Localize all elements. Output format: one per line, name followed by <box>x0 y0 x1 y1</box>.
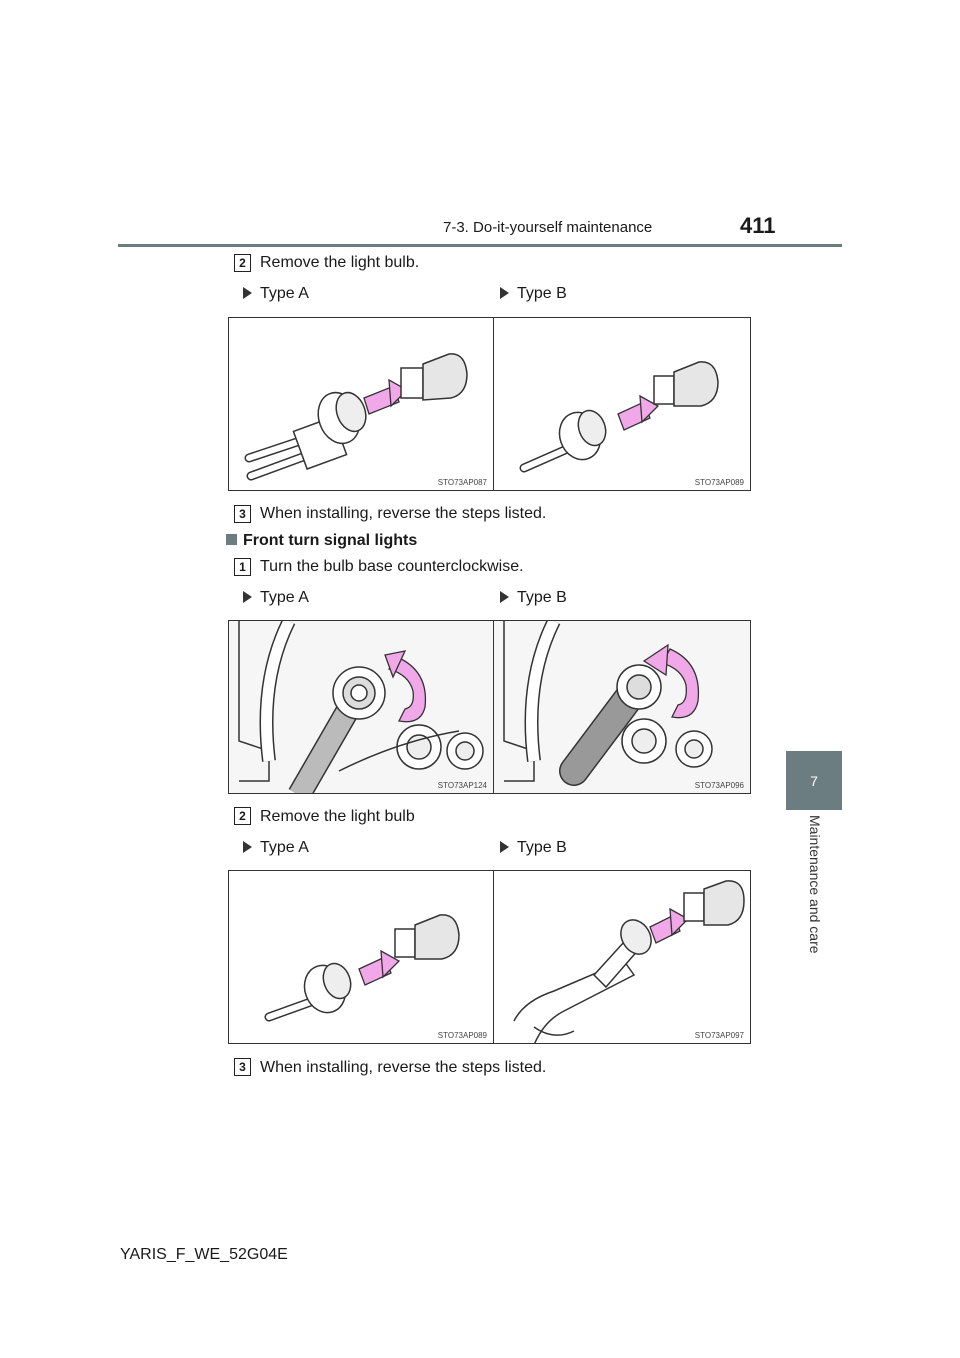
page-number: 411 <box>740 213 776 238</box>
step-badge: 2 <box>234 807 251 825</box>
figure-code: STO73AP097 <box>694 1031 744 1040</box>
step-badge: 1 <box>234 558 251 576</box>
type-b-label: Type B <box>500 839 567 857</box>
triangle-bullet-icon <box>500 591 509 603</box>
triangle-bullet-icon <box>243 287 252 299</box>
triangle-bullet-icon <box>243 591 252 603</box>
step-text: When installing, reverse the steps listed. <box>260 505 547 522</box>
chapter-title: Maintenance and care <box>807 815 823 954</box>
bulb-socket-illustration <box>494 871 751 1044</box>
triangle-bullet-icon <box>243 841 252 853</box>
step-badge: 3 <box>234 1058 251 1076</box>
section-heading: Front turn signal lights <box>226 532 417 550</box>
bulb-socket-illustration <box>494 318 751 491</box>
triangle-bullet-icon <box>500 841 509 853</box>
footer-document-code: YARIS_F_WE_52G04E <box>120 1246 288 1263</box>
figure-code: STO73AP087 <box>437 478 487 487</box>
type-b-label: Type B <box>500 589 567 607</box>
chapter-number: 7 <box>810 772 818 789</box>
figure-turn-bulb-type-b <box>493 620 751 794</box>
figure-code: STO73AP089 <box>694 478 744 487</box>
type-a-label: Type A <box>243 285 309 303</box>
figure-code: STO73AP089 <box>437 1031 487 1040</box>
bulb-socket-illustration <box>229 318 494 491</box>
header-rule <box>118 244 842 247</box>
figure-bulb-removal-type-b <box>493 317 751 491</box>
figure-code: STO73AP096 <box>694 781 744 790</box>
figure-remove-bulb-type-a <box>228 870 494 1044</box>
step-badge: 2 <box>234 254 251 272</box>
type-b-label: Type B <box>500 285 567 303</box>
chapter-tab <box>786 751 842 810</box>
engine-bay-illustration <box>494 621 751 794</box>
figure-remove-bulb-type-b <box>493 870 751 1044</box>
figure-bulb-removal-type-a <box>228 317 494 491</box>
type-a-label: Type A <box>243 839 309 857</box>
step-text: Remove the light bulb <box>260 808 415 825</box>
type-a-label: Type A <box>243 589 309 607</box>
step-text: Turn the bulb base counterclockwise. <box>260 558 524 575</box>
step-text: Remove the light bulb. <box>260 254 420 271</box>
figure-turn-bulb-type-a <box>228 620 494 794</box>
square-bullet-icon <box>226 534 237 545</box>
triangle-bullet-icon <box>500 287 509 299</box>
step-badge: 3 <box>234 505 251 523</box>
header-section-title: 7-3. Do-it-yourself maintenance <box>443 219 653 236</box>
figure-code: STO73AP124 <box>437 781 487 790</box>
engine-bay-illustration <box>229 621 494 794</box>
step-text: When installing, reverse the steps listed. <box>260 1059 547 1076</box>
bulb-socket-illustration <box>229 871 494 1044</box>
chapter-side-label <box>760 815 870 975</box>
